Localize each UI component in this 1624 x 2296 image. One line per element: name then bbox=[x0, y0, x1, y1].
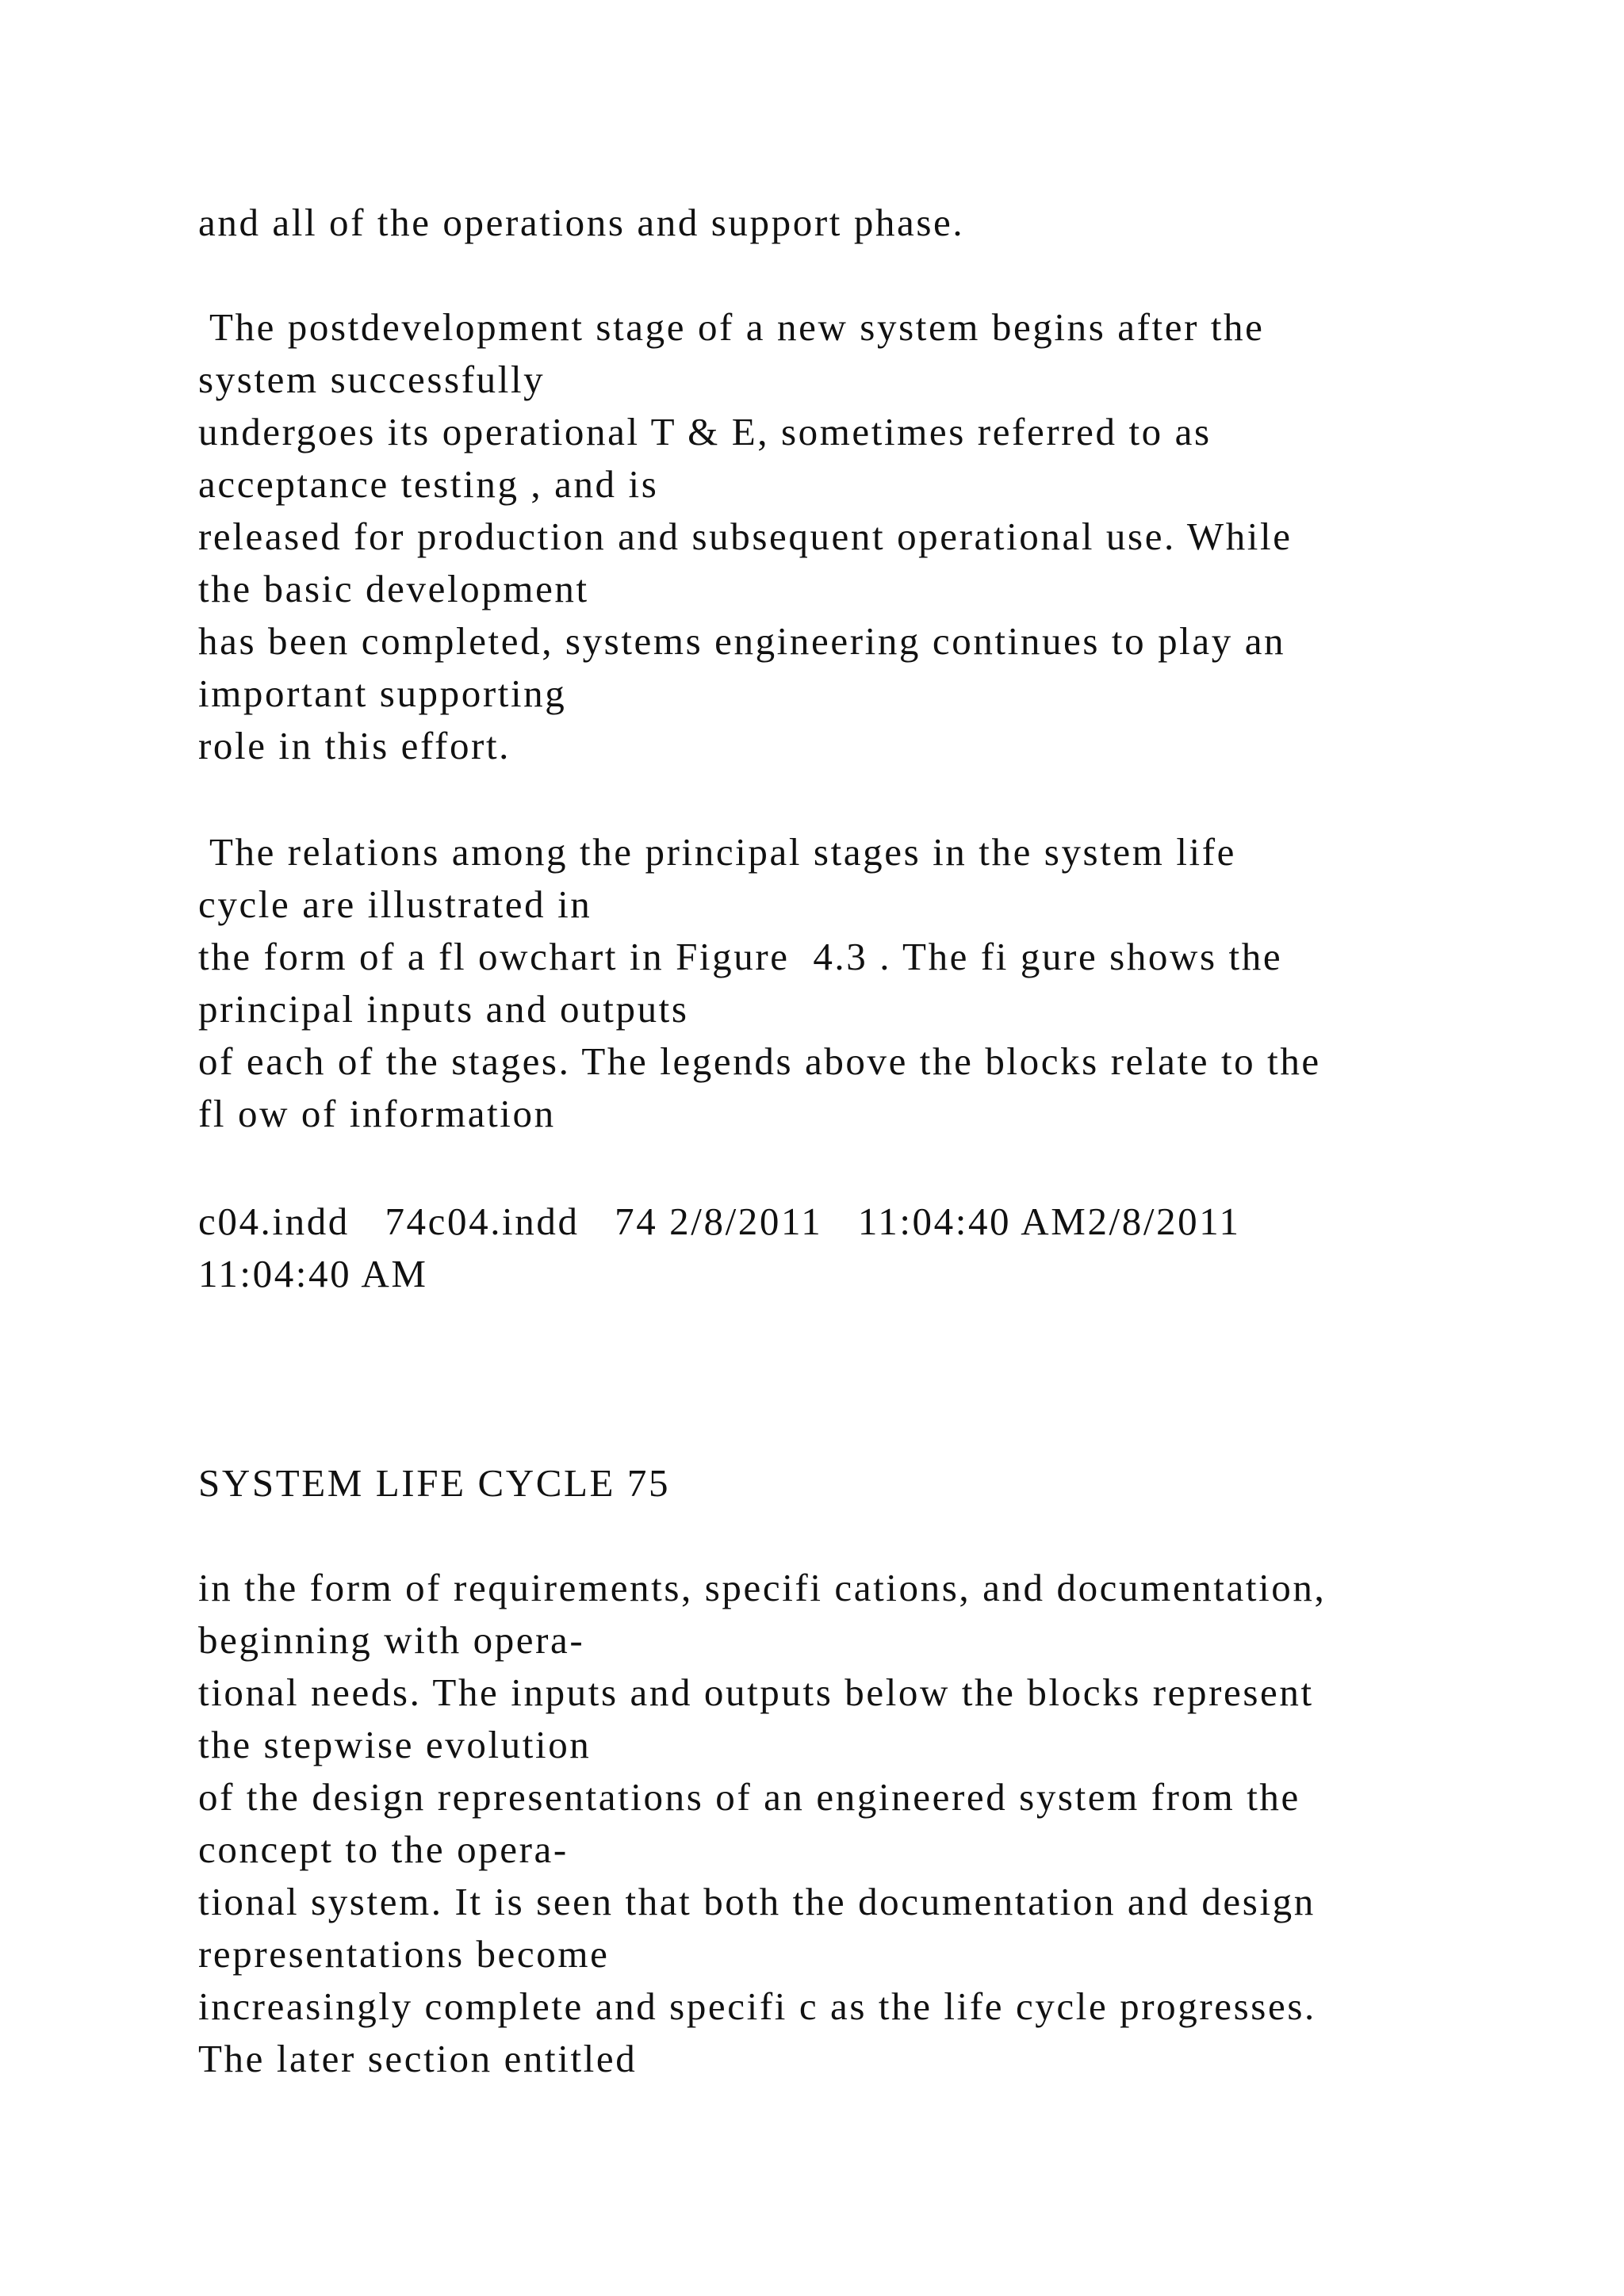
text-line: tional needs. The inputs and outputs below the blocks represent bbox=[198, 1670, 1314, 1714]
text-line: The later section entitled bbox=[198, 2037, 638, 2080]
text-line: The relations among the principal stages in the system life bbox=[198, 830, 1237, 874]
text-line: the stepwise evolution bbox=[198, 1723, 592, 1766]
print-slug bbox=[198, 1196, 1241, 1300]
text-line: of the design representations of an engineered system from the bbox=[198, 1775, 1300, 1819]
text-line: the basic development bbox=[198, 567, 589, 610]
text-line: tional system. It is seen that both the documentation and design bbox=[198, 1880, 1316, 1923]
paragraph-operations-support bbox=[198, 197, 964, 249]
text-line: released for production and subsequent operational use. While bbox=[198, 515, 1293, 558]
text-line: undergoes its operational T & E, sometimes referred to as bbox=[198, 410, 1212, 453]
text-line: representations become bbox=[198, 1932, 610, 1976]
text-line: fl ow of information bbox=[198, 1092, 556, 1135]
paragraph-design-representations bbox=[198, 1562, 1326, 2085]
text-line: and all of the operations and support phase. bbox=[198, 201, 965, 244]
paragraph-life-cycle-relations bbox=[198, 826, 1321, 1140]
text-line: c04.indd 74c04.indd 74 2/8/2011 11:04:40 AM2/8/2011 bbox=[198, 1200, 1241, 1243]
text-line: beginning with opera- bbox=[198, 1618, 585, 1662]
text-line: of each of the stages. The legends above the blocks relate to the bbox=[198, 1039, 1321, 1083]
text-line: The postdevelopment stage of a new system begins after the bbox=[198, 305, 1265, 349]
text-line: cycle are illustrated in bbox=[198, 882, 592, 926]
text-line: concept to the opera- bbox=[198, 1827, 569, 1871]
text-line: the form of a fl owchart in Figure 4.3 . The fi gure shows the bbox=[198, 935, 1283, 978]
text-line: role in this effort. bbox=[198, 724, 511, 767]
text-line: has been completed, systems engineering continues to play an bbox=[198, 619, 1286, 663]
paragraph-postdevelopment-stage bbox=[198, 301, 1293, 772]
text-line: in the form of requirements, specifi cations, and documentation, bbox=[198, 1566, 1327, 1609]
running-header bbox=[198, 1457, 670, 1510]
text-line: principal inputs and outputs bbox=[198, 987, 689, 1031]
text-line: 11:04:40 AM bbox=[198, 1252, 428, 1295]
text-line: SYSTEM LIFE CYCLE 75 bbox=[198, 1461, 671, 1505]
text-line: increasingly complete and specifi c as the life cycle progresses. bbox=[198, 1984, 1316, 2028]
text-line: acceptance testing , and is bbox=[198, 462, 659, 506]
text-line: important supporting bbox=[198, 672, 567, 715]
text-line: system successfully bbox=[198, 358, 546, 401]
